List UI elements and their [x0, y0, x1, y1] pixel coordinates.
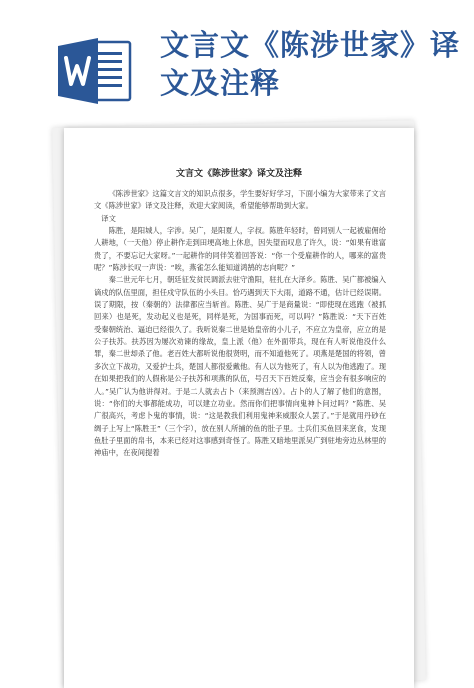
- body-paragraph: 秦二世元年七月，朝廷征发贫民调派去驻守渔阳，驻扎在大泽乡。陈胜、吴广都被编入谪戍的队伍里面，担任戍守队伍的小头目。恰巧遇到天下大雨，道路不通，估计已经误期。误了期限，按（秦朝的）法律都应当斩首。陈胜、吴广于是商量说：“即使现在逃跑（被抓回来）也是死，发动起义也是死，同样是死，为国事而死，可以吗？”陈胜说：“天下百姓受秦朝统治、逼迫已经很久了。我听说秦二世是始皇帝的小儿子，不应立为皇帝，应立的是公子扶苏。扶苏因为屡次劝谏的缘故，皇上派（他）在外面带兵，现在有人听说他没什么罪，秦二世却杀了他。老百姓大都听说他很贤明，而不知道他死了。项燕是楚国的将领，曾多次立下战功，又爱护士兵，楚国人都很爱戴他。有人以为他死了，有人以为他逃跑了。现在如果把我们的人假称是公子扶苏和项燕的队伍，号召天下百姓反秦，应当会有很多响应的人。”吴广认为他讲得对。于是二人就去占卜（来预测吉凶）。占卜的人了解了他们的意图，说：“你们的大事都能成功，可以建立功业。然而你们把事情向鬼神卜问过吗？”陈胜、吴广很高兴，考虑卜鬼的事情，说：“这是教我们利用鬼神来威服众人罢了。”于是就用丹砂在绸子上写上“陈胜王”（三个字），放在别人所捕的鱼的肚子里。士兵们买鱼回来烹食，发现鱼肚子里面的帛书，本来已经对这事感到奇怪了。陈胜又暗地里派吴广到驻地旁边丛林里的神庙中，在夜间提着: [94, 275, 386, 458]
- section-label-translation: 译文: [101, 213, 116, 223]
- document-page: [64, 128, 414, 688]
- banner: [0, 0, 474, 110]
- banner-title: 文言文《陈涉世家》译文及注释: [160, 28, 461, 100]
- document-body: [94, 188, 386, 460]
- document-title: 文言文《陈涉世家》译文及注释: [175, 169, 302, 179]
- intro-paragraph: 《陈涉世家》这篇文言文的知识点很多，学生要好好学习，下面小编为大家带来了文言文《陈涉世家》译文及注释，欢迎大家阅读，希望能够帮助到大家。: [94, 189, 386, 211]
- word-document-icon: [58, 38, 132, 104]
- body-paragraph: 陈胜，是阳城人，字涉。吴广，是阳夏人，字叔。陈胜年轻时，曾同别人一起被雇佣给人耕地，（一天他）停止耕作走到田埂高地上休息，因失望而叹息了许久，说：“如果有谁富贵了，不要忘记大家呀。”一起耕作的同伴笑着回答说：“你一个受雇耕作的人，哪来的富贵呢？”陈涉长叹一声说：“唉，燕雀怎么能知道鸿鹄的志向呢？”: [94, 226, 387, 273]
